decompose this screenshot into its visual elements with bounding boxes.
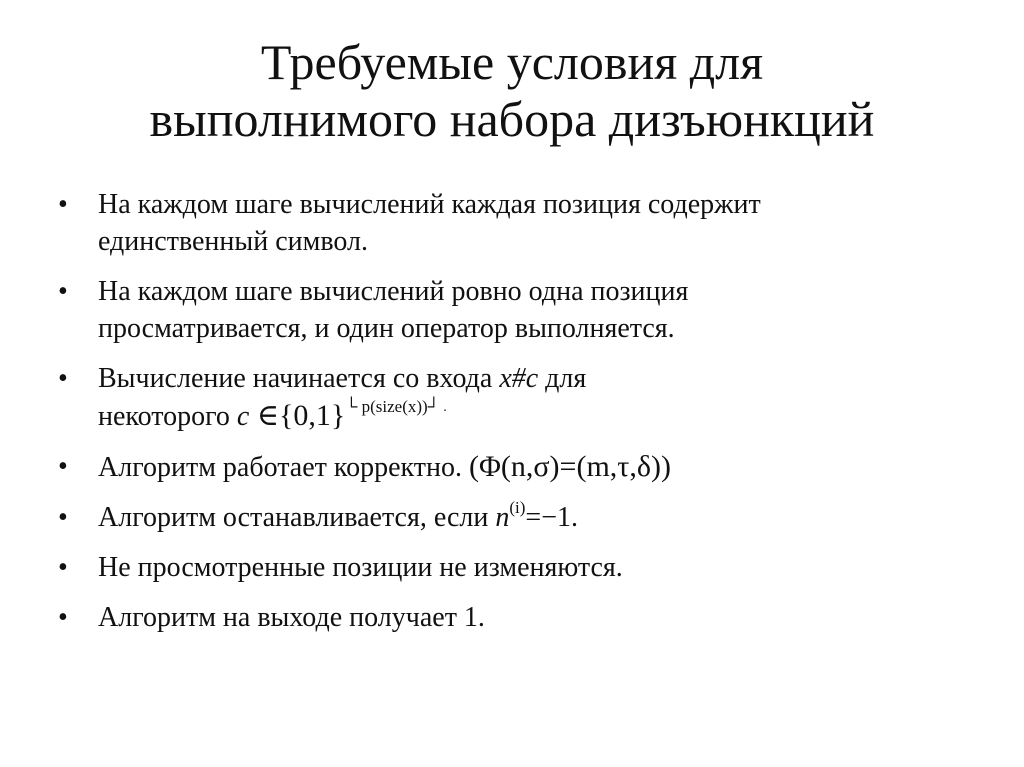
bullet-text: Алгоритм останавливается, если — [98, 502, 496, 533]
bullet-text: просматривается, и один оператор выполняется. — [98, 313, 675, 344]
bullet-text: Вычисление начинается со входа — [98, 363, 500, 394]
bullet-text: . — [439, 400, 447, 415]
bullet-marker: • — [58, 363, 68, 394]
formula: =−1. — [525, 502, 579, 533]
bullet-text: для — [538, 363, 587, 394]
bullet-item — [58, 273, 958, 347]
bullet-text: некоторого — [98, 401, 237, 432]
bullet-item — [58, 499, 958, 536]
formula-exponent: └ p(size(x))┘ — [345, 397, 440, 416]
formula-input: x#c — [499, 363, 539, 394]
title-line-1: Требуемые условия для — [260, 34, 764, 90]
bullet-text: единственный символ. — [98, 226, 368, 257]
bullet-item — [58, 186, 958, 260]
bullet-text: Не просмотренные позиции не изменяются. — [98, 552, 623, 583]
bullet-text: Алгоритм работает корректно. — [98, 452, 469, 483]
bullet-item — [58, 549, 958, 586]
bullet-text: На каждом шаге вычислений ровно одна позиция — [98, 276, 689, 307]
bullet-item — [58, 448, 958, 486]
bullet-text: На каждом шаге вычислений каждая позиция содержит — [98, 189, 761, 220]
bullet-line — [98, 499, 958, 536]
bullet-marker: • — [58, 552, 68, 583]
formula-set: ∈{0,1} — [249, 399, 346, 432]
bullet-marker: • — [58, 502, 68, 533]
bullet-line — [98, 360, 958, 397]
bullet-line — [98, 397, 958, 435]
formula-variable: c — [236, 401, 250, 432]
slide-title — [0, 34, 1024, 148]
bullet-line — [98, 448, 958, 486]
bullet-marker: • — [58, 189, 68, 220]
bullet-marker: • — [58, 602, 68, 633]
bullet-marker: • — [58, 451, 68, 482]
bullet-text: Алгоритм на выходе получает 1. — [98, 602, 485, 633]
bullet-marker: • — [58, 276, 68, 307]
bullet-item — [58, 599, 958, 636]
bullet-list — [58, 186, 958, 649]
formula: (Φ(n,σ)=(m,τ,δ)) — [468, 450, 671, 483]
formula-variable: n — [495, 502, 510, 533]
bullet-item — [58, 360, 958, 435]
formula-superscript: (i) — [509, 498, 526, 517]
title-line-2: выполнимого набора дизъюнкций — [149, 91, 875, 147]
